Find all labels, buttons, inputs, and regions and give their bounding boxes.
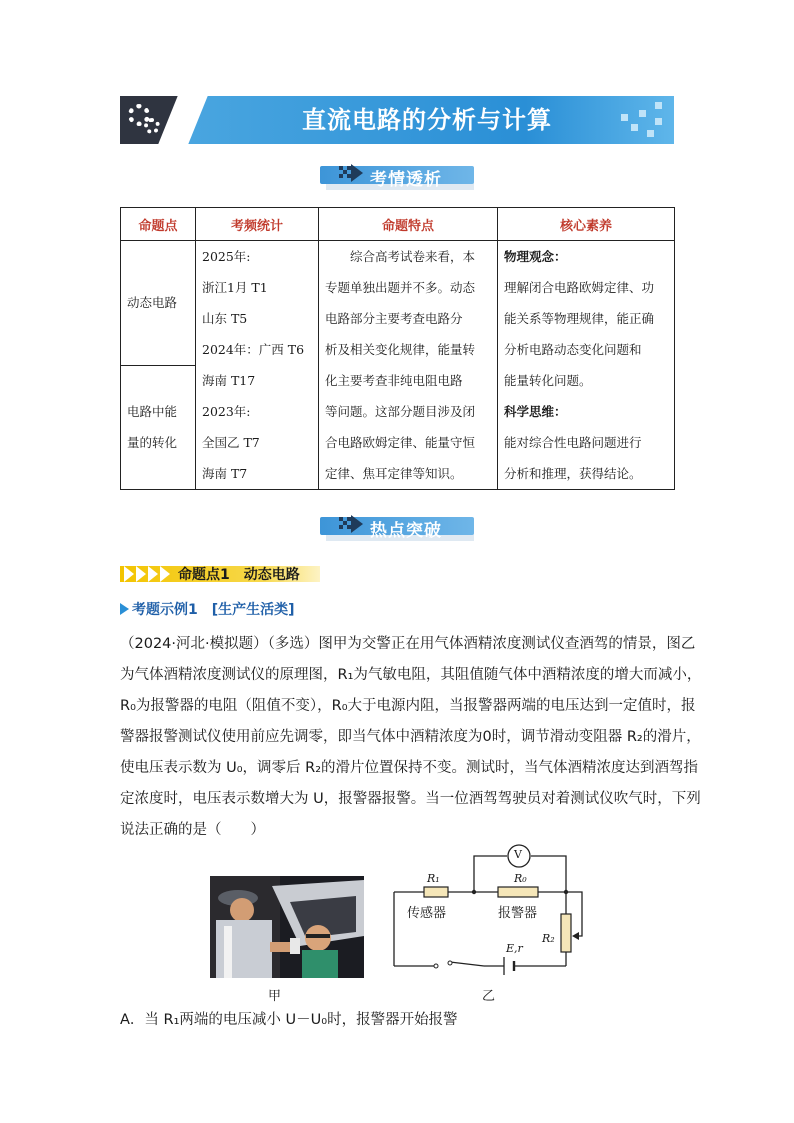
voltmeter-label: V	[514, 848, 522, 861]
frequency-cell	[196, 241, 319, 490]
option-a: A．当 R₁两端的电压减小 U－U₀时，报警器开始报警	[120, 1012, 458, 1028]
table-header-cell: 命题点	[121, 208, 196, 241]
sensor-label: 传感器	[407, 906, 447, 921]
small-gear-icon	[144, 118, 160, 134]
question-line: 使电压表示数为 U₀，调零后 R₂的滑片位置保持不变。测试时，当气体酒精浓度达到酒驾指	[120, 760, 699, 776]
alarm-label: 报警器	[498, 906, 538, 921]
r2-label: R₂	[542, 932, 555, 945]
feature-line: 电路部分主要考查电路分	[325, 311, 463, 326]
literacy-line: 能量转化问题。	[504, 373, 592, 388]
section-header-hot-breakthrough	[320, 509, 474, 539]
features-cell	[319, 241, 498, 490]
question-line: 警器报警测试仪使用前应先调零，即当气体中酒精浓度为0时，调节滑动变阻器 R₂的滑片，	[120, 729, 701, 745]
literacy-cell	[498, 241, 675, 490]
source-label: E,r	[506, 942, 523, 955]
frequency-line: 2023年:	[202, 404, 251, 419]
frequency-line: 全国乙 T7	[202, 435, 260, 450]
section-header-exam-analysis	[320, 158, 474, 188]
topic-text: 量的转化	[127, 435, 178, 451]
page-title: 直流电路的分析与计算	[302, 106, 552, 134]
play-triangle-icon	[120, 603, 129, 615]
exam-analysis-table	[120, 207, 675, 490]
r1-label: R₁	[427, 872, 440, 885]
literacy-line: 理解闭合电路欧姆定律、功	[504, 280, 655, 295]
topic-title: 命题点1 动态电路	[178, 567, 300, 583]
frequency-line: 2024年：广西 T6	[202, 342, 305, 357]
topic-cell-energy-conversion	[121, 365, 196, 490]
chevron-right-icon	[160, 566, 170, 582]
frequency-line: 海南 T17	[202, 373, 256, 388]
question-line: R₀为报警器的电阻（阻值不变），R₀大于电源内阻，当报警器两端的电压达到一定值时，报	[120, 698, 696, 714]
chevron-right-icon	[124, 566, 134, 582]
literacy-line: 分析和推理，获得结论。	[504, 466, 642, 481]
circuit-caption: 乙	[482, 989, 496, 1004]
feature-line: 综合高考试卷来看，本	[325, 249, 476, 264]
question-line: 说法正确的是（ ）	[120, 822, 265, 838]
frequency-line: 浙江1月 T1	[202, 280, 268, 295]
chevron-right-icon	[136, 566, 146, 582]
feature-line: 等问题。这部分题目涉及闭	[325, 404, 476, 419]
topic-cell-dynamic-circuit	[121, 241, 196, 366]
feature-line: 专题单独出题并不多。动态	[325, 280, 476, 295]
literacy-line: 分析电路动态变化问题和	[504, 342, 642, 357]
r0-resistor	[498, 887, 538, 897]
feature-line: 化主要考查非纯电阻电路	[325, 373, 463, 388]
feature-line: 析及相关变化规律，能量转	[325, 342, 476, 357]
example-label-text: 考题示例1 [生产生活类]	[132, 602, 295, 618]
arrow-flag-icon	[338, 513, 364, 535]
title-banner	[120, 96, 674, 144]
example-label	[120, 599, 295, 619]
literacy-line: 能关系等物理规律，能正确	[504, 311, 655, 326]
chevron-right-icon	[148, 566, 158, 582]
question-line: （2024·河北·模拟题）（多选）图甲为交警正在用气体酒精浓度测试仪查酒驾的情景，图乙	[120, 636, 696, 652]
topic-text: 电路中能	[127, 404, 178, 420]
topic-text: 动态电路	[127, 295, 178, 311]
literacy-heading: 物理观念：	[504, 249, 567, 264]
r2-rheostat	[561, 914, 571, 952]
question-line: 为气体酒精浓度测试仪的原理图，R₁为气敏电阻，其阻值随气体中酒精浓度的增大而减小，	[120, 667, 702, 683]
photo-caption: 甲	[268, 989, 282, 1004]
section-title: 考情透析	[370, 170, 442, 190]
literacy-line: 能对综合性电路问题进行	[504, 435, 642, 450]
table-header-cell: 命题特点	[319, 208, 498, 241]
table-header-cell: 考频统计	[196, 208, 319, 241]
literacy-heading: 科学思维：	[504, 404, 567, 419]
question-line: 定浓度时，电压表示数增大为 U，报警器报警。当一位酒驾驾驶员对着测试仪吹气时，下列	[120, 791, 701, 807]
table-header-row	[121, 208, 675, 241]
frequency-line: 2025年:	[202, 249, 251, 264]
topic-strip	[120, 563, 330, 583]
frequency-line: 山东 T5	[202, 311, 248, 326]
frequency-line: 海南 T7	[202, 466, 248, 481]
feature-line: 定律、焦耳定律等知识。	[325, 466, 463, 481]
table-row	[121, 241, 675, 366]
police-breath-test-photo	[210, 876, 364, 978]
r1-resistor	[424, 887, 448, 897]
table-header-cell: 核心素养	[498, 208, 675, 241]
feature-line: 合电路欧姆定律、能量守恒	[325, 435, 476, 450]
section-title: 热点突破	[370, 521, 442, 541]
r0-label: R₀	[514, 872, 527, 885]
arrow-flag-icon	[338, 162, 364, 184]
